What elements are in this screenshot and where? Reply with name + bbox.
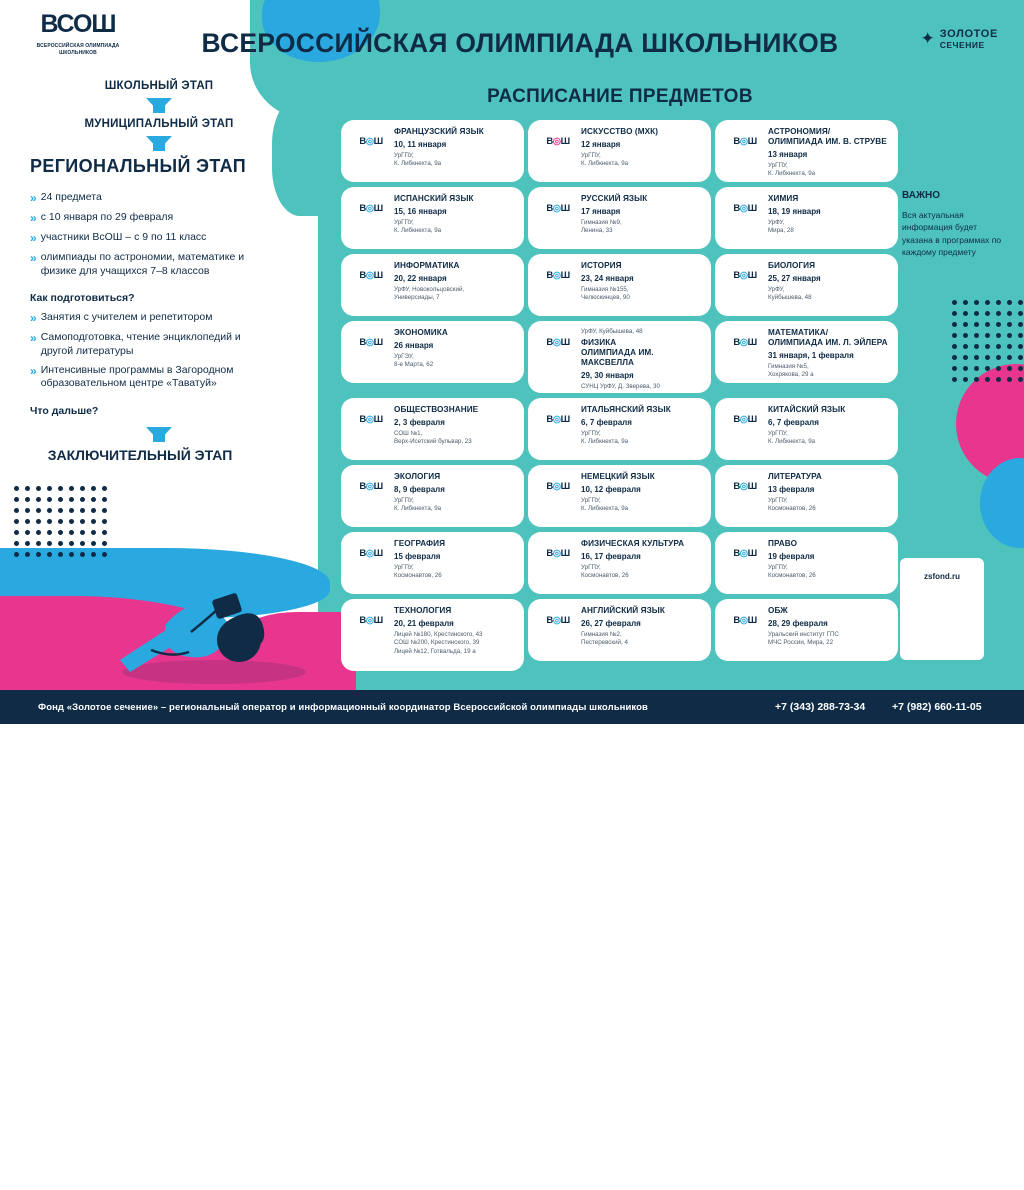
subject-date: 10, 11 января (394, 139, 447, 149)
subject-venue: СОШ №1, Верх-Исетский бульвар, 23 (394, 429, 472, 446)
subject-card[interactable] (528, 398, 711, 460)
footer-text: Фонд «Золотое сечение» – региональный оператор и информационный координатор Всероссийской олимпиады школьников (38, 701, 648, 713)
subject-card[interactable] (528, 321, 711, 393)
subject-date: 17 января (581, 206, 621, 216)
subject-card[interactable] (341, 465, 524, 527)
subject-name: ОБЖ (768, 606, 788, 615)
prep-heading: Как подготовиться? (30, 292, 135, 305)
subject-card[interactable] (341, 398, 524, 460)
subject-date: 16, 17 февраля (581, 551, 641, 561)
fact-text: с 10 января по 29 февраля (40, 211, 174, 223)
list-item (30, 231, 318, 246)
subject-card[interactable] (341, 254, 524, 316)
subject-date: 13 февраля (768, 484, 815, 494)
vsosh-badge-icon: В◎Ш (359, 414, 383, 425)
important-body: Вся актуальная информация будет указана в программах по каждому предмету (902, 210, 1002, 257)
subject-card[interactable] (715, 254, 898, 316)
subject-name: ИСКУССТВО (МХК) (581, 127, 659, 136)
footer-bar (0, 690, 1024, 724)
chevron-right-icon: » (30, 331, 34, 346)
vsosh-badge-icon: В◎Ш (546, 414, 570, 425)
subject-venue: УрГПУ, К. Либкнехта, 9а (394, 496, 442, 513)
subject-card[interactable] (715, 120, 898, 182)
stage-final-label: ЗАКЛЮЧИТЕЛЬНЫЙ ЭТАП (47, 446, 233, 463)
subject-name: АНГЛИЙСКИЙ ЯЗЫК (581, 606, 665, 615)
subject-date: 18, 19 января (768, 206, 821, 216)
prep-text: Самоподготовка, чтение энциклопедий и другой литературы (40, 331, 241, 357)
list-item (30, 251, 318, 278)
vsosh-badge-icon: В◎Ш (733, 481, 757, 492)
subject-card[interactable] (715, 465, 898, 527)
subject-date: 13 января (768, 149, 808, 159)
subject-venue: УрГПУ, К. Либкнехта, 9а (394, 151, 442, 168)
stage-school-label: ШКОЛЬНЫЙ ЭТАП (104, 80, 214, 92)
vsosh-badge-icon: В◎Ш (733, 337, 757, 348)
subject-card[interactable] (341, 321, 524, 383)
chevron-right-icon: » (30, 311, 34, 326)
list-item (30, 331, 318, 358)
footer-phone-2[interactable]: +7 (982) 660-11-05 (892, 701, 982, 713)
vsosh-badge-icon: В◎Ш (359, 203, 383, 214)
subject-venue: УрГПУ, Космонавтов, 26 (581, 563, 629, 580)
stage-municipal-label: МУНИЦИПАЛЬНЫЙ ЭТАП (84, 118, 234, 130)
subject-date: 2, 3 февраля (394, 417, 445, 427)
subject-name: ФИЗИКА (581, 338, 617, 348)
golden-section-logo-line1: ЗОЛОТОЕ (939, 28, 998, 40)
subject-name: ИСПАНСКИЙ ЯЗЫК (394, 194, 474, 203)
subject-venue: УрГПУ, К. Либкнехта, 9а (581, 496, 629, 513)
subject-date: 20, 21 февраля (394, 618, 454, 628)
subject-card[interactable] (715, 398, 898, 460)
subject-date: 19 февраля (768, 551, 815, 561)
subject-date: 28, 29 февраля (768, 618, 828, 628)
subject-venue: УрФУ, Новокольцовский, Универсиады, 7 (394, 285, 465, 302)
fact-text: участники ВсОШ – с 9 по 11 класс (40, 231, 207, 243)
subject-date: 15, 16 января (394, 206, 447, 216)
page-title: ВСЕРОССИЙСКАЯ ОЛИМПИАДА ШКОЛЬНИКОВ (201, 28, 839, 58)
subject-name: ЭКОЛОГИЯ (394, 472, 441, 481)
vsosh-badge-icon: В◎Ш (546, 481, 570, 492)
vsosh-badge-icon: В◎Ш (733, 548, 757, 559)
subject-date: 29, 30 января (581, 370, 634, 380)
vsosh-badge-icon: В◎Ш (733, 136, 757, 147)
subject-venue: Гимназия №155, Челюскинцев, 90 (581, 285, 630, 302)
subject-date: 20, 22 января (394, 273, 447, 283)
regional-facts-list (30, 191, 318, 278)
subject-name: АСТРОНОМИЯ/ ОЛИМПИАДА ИМ. В. СТРУВЕ (768, 127, 887, 146)
subject-venue: УрГПУ, Космонавтов, 26 (394, 563, 442, 580)
chevron-right-icon: » (30, 231, 34, 245)
next-heading: Что дальше? (30, 404, 99, 417)
subject-venue: Уральский институт ГПС МЧС России, Мира, 22 (768, 630, 839, 647)
vsosh-badge-icon: В◎Ш (359, 270, 383, 281)
arrow-down-icon-1 (146, 98, 172, 112)
list-item (30, 364, 318, 391)
subject-name: ХИМИЯ (768, 194, 799, 203)
footer-phone-1[interactable]: +7 (343) 288-73-34 (775, 701, 866, 713)
chevron-right-icon: » (30, 363, 34, 378)
subject-card[interactable] (528, 532, 711, 594)
subject-card[interactable] (528, 599, 711, 661)
subject-venue: Лицей №180, Крестинского, 43 СОШ №200, Крестинского, 39 Лицей №12, Готвальда, 19 а (394, 630, 483, 655)
vsosh-logo-mark: ВСОШ (40, 10, 116, 38)
list-item (30, 311, 318, 326)
vsosh-badge-icon: В◎Ш (359, 337, 383, 348)
qr-code-block[interactable] (900, 558, 984, 660)
subject-venue: УрГПУ, К. Либкнехта, 9а (768, 161, 816, 178)
subject-venue: Гимназия №9, Ленина, 33 (581, 218, 622, 235)
golden-section-logo-line2: СЕЧЕНИЕ (939, 40, 985, 50)
subject-card[interactable] (341, 120, 524, 182)
fact-text: 24 предмета (40, 191, 102, 203)
subject-name: НЕМЕЦКИЙ ЯЗЫК (581, 472, 655, 481)
subject-venue: Гимназия №2, Пестеревский, 4 (581, 630, 628, 647)
subject-date: 12 января (581, 139, 621, 149)
subject-venue: УрГПУ, Космонавтов, 26 (768, 563, 816, 580)
subject-date: 6, 7 февраля (581, 417, 632, 427)
subject-venue: УрГПУ, Космонавтов, 26 (768, 496, 816, 513)
vsosh-badge-icon: В◎Ш (733, 615, 757, 626)
subject-card[interactable] (715, 187, 898, 249)
subject-card[interactable] (528, 254, 711, 316)
subject-venue: УрГПУ, К. Либкнехта, 9а (768, 429, 816, 446)
vsosh-badge-icon: В◎Ш (359, 615, 383, 626)
vsosh-logo-subtitle: ВСЕРОССИЙСКАЯ ОЛИМПИАДА ШКОЛЬНИКОВ (36, 43, 120, 56)
vsosh-badge-icon: В◎Ш (733, 414, 757, 425)
chevron-right-icon: » (30, 211, 34, 225)
arrow-down-icon-3 (146, 427, 172, 441)
subject-date: 10, 12 февраля (581, 484, 641, 494)
subject-name: ИНФОРМАТИКА (394, 261, 460, 270)
stage-regional-label: РЕГИОНАЛЬНЫЙ ЭТАП (30, 156, 246, 176)
subject-venue: УрГПУ, К. Либкнехта, 9а (581, 429, 629, 446)
subject-name: ЭКОНОМИКА (394, 328, 448, 337)
subject-name: МАТЕМАТИКА/ ОЛИМПИАДА ИМ. Л. ЭЙЛЕРА (768, 328, 888, 347)
left-column (0, 80, 318, 464)
subject-card[interactable] (715, 321, 898, 383)
fact-text: олимпиады по астрономии, математике и физике для учащихся 7–8 классов (40, 251, 245, 277)
prep-text: Занятия с учителем и репетитором (40, 311, 213, 324)
subject-venue: УрГЭУ, 8-е Марта, 62 (394, 352, 434, 369)
subject-date: 31 января, 1 февраля (768, 350, 854, 360)
sparkle-icon: ✦ (920, 29, 935, 48)
subject-name: ГЕОГРАФИЯ (394, 539, 446, 548)
vsosh-badge-icon: В◎Ш (546, 136, 570, 147)
subject-card[interactable] (715, 599, 898, 661)
list-item (30, 211, 318, 226)
chevron-right-icon: » (30, 191, 34, 205)
subject-venue: УрГПУ, К. Либкнехта, 9а (581, 151, 629, 168)
qr-code-label: zsfond.ru (924, 572, 960, 581)
subject-date: 6, 7 февраля (768, 417, 819, 427)
subject-venue: УрФУ, Мира, 28 (768, 218, 794, 235)
subject-card[interactable] (528, 465, 711, 527)
vsosh-badge-icon: В◎Ш (546, 337, 570, 348)
subject-name: ИСТОРИЯ (581, 261, 622, 270)
subject-venue: Гимназия №5, Хохрякова, 29 а (768, 362, 814, 379)
arrow-down-icon-2 (146, 136, 172, 150)
subject-name: БИОЛОГИЯ (768, 261, 816, 270)
subject-name: РУССКИЙ ЯЗЫК (581, 194, 648, 203)
schedule-grid (341, 120, 898, 671)
subject-card[interactable] (715, 532, 898, 594)
subject-name: ИТАЛЬЯНСКИЙ ЯЗЫК (581, 405, 671, 414)
subject-date: 26 января (394, 340, 434, 350)
golden-section-logo (920, 28, 998, 50)
subject-venue: УрФУ, Куйбышева, 48 (768, 285, 812, 302)
subject-name: ОБЩЕСТВОЗНАНИЕ (394, 405, 479, 414)
chevron-right-icon: » (30, 251, 34, 265)
vsosh-badge-icon: В◎Ш (546, 615, 570, 626)
subject-date: 26, 27 февраля (581, 618, 641, 628)
vsosh-badge-icon: В◎Ш (546, 203, 570, 214)
important-info-block (902, 190, 1007, 258)
subject-name: ЛИТЕРАТУРА (768, 472, 822, 481)
vsosh-badge-icon: В◎Ш (733, 203, 757, 214)
prep-list (30, 311, 318, 391)
subject-venue: СУНЦ УрФУ, Д. Зверева, 30 (581, 382, 660, 390)
subject-venue: УрГПУ, К. Либкнехта, 9а (394, 218, 442, 235)
vsosh-badge-icon: В◎Ш (546, 270, 570, 281)
subject-name: ТЕХНОЛОГИЯ (394, 606, 452, 615)
vsosh-badge-icon: В◎Ш (359, 136, 383, 147)
subject-date: 25, 27 января (768, 273, 821, 283)
subject-name: КИТАЙСКИЙ ЯЗЫК (768, 405, 846, 414)
subject-date: 8, 9 февраля (394, 484, 445, 494)
subject-card[interactable] (528, 187, 711, 249)
subject-name: ФИЗИЧЕСКАЯ КУЛЬТУРА (581, 539, 685, 548)
subject-name: ФРАНЦУЗСКИЙ ЯЗЫК (394, 127, 484, 136)
list-item (30, 191, 318, 206)
illustration-person-reading (96, 540, 326, 690)
subject-name: ПРАВО (768, 539, 798, 548)
prep-text: Интенсивные программы в Загородном образовательном центре «Таватуй» (40, 363, 234, 390)
vsosh-logo (18, 10, 138, 57)
vsosh-badge-icon: В◎Ш (546, 548, 570, 559)
schedule-title: РАСПИСАНИЕ ПРЕДМЕТОВ (487, 86, 753, 107)
important-heading: ВАЖНО (902, 190, 940, 201)
subject-card[interactable] (341, 187, 524, 249)
subject-name-secondary: ОЛИМПИАДА ИМ. МАКСВЕЛЛА (581, 348, 654, 368)
vsosh-badge-icon: В◎Ш (733, 270, 757, 281)
subject-card[interactable] (341, 532, 524, 594)
subject-date: 23, 24 января (581, 273, 634, 283)
subject-date: 15 февраля (394, 551, 441, 561)
vsosh-badge-icon: В◎Ш (359, 481, 383, 492)
subject-card[interactable] (341, 599, 524, 671)
subject-venue-pre: УрФУ, Куйбышева, 48 (581, 328, 643, 335)
subject-card[interactable] (528, 120, 711, 182)
vsosh-badge-icon: В◎Ш (359, 548, 383, 559)
